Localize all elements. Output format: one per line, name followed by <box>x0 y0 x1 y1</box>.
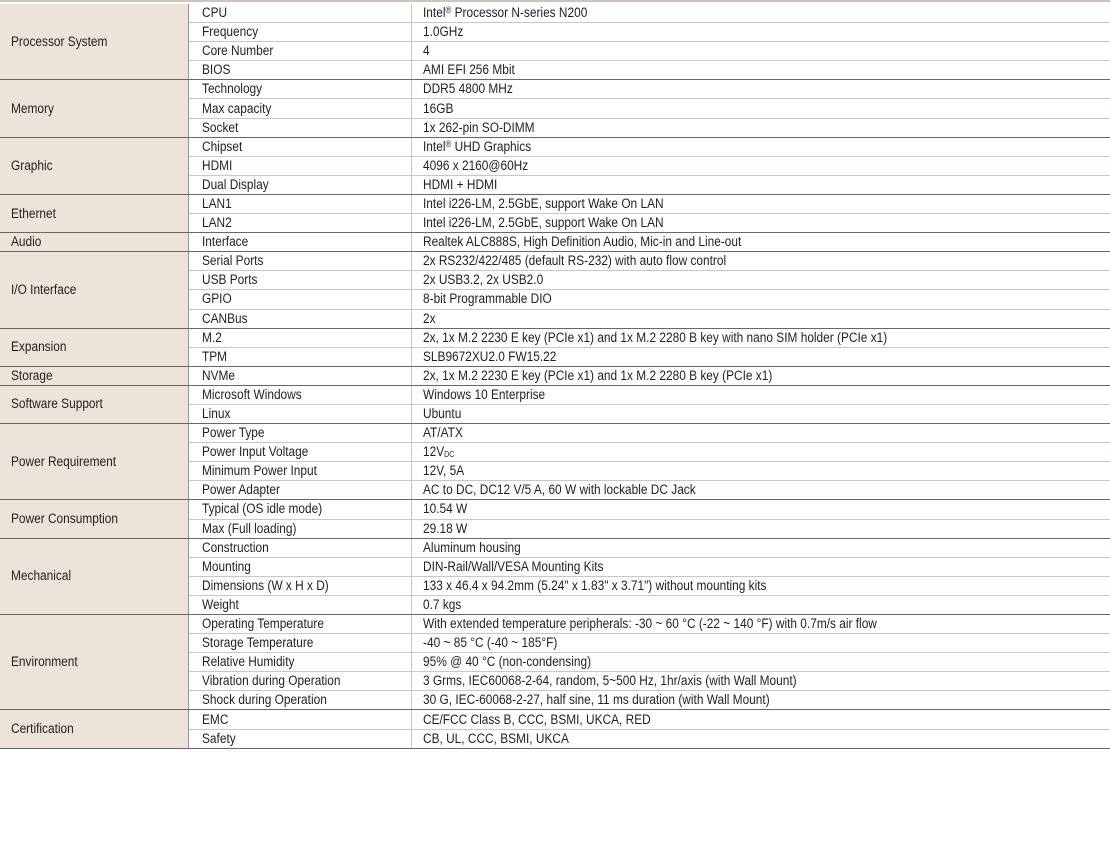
spec-item-cell <box>188 634 411 653</box>
spec-item-label: Power Input Voltage <box>201 444 308 460</box>
spec-value-wrap <box>423 691 770 709</box>
category-label: Expansion <box>11 339 67 355</box>
spec-item-cell <box>188 347 411 366</box>
spec-item-label: Relative Humidity <box>201 654 294 670</box>
spec-value: 2x USB3.2, 2x USB2.0 <box>422 272 543 288</box>
spec-item-label: Chipset <box>201 138 242 154</box>
spec-value-cell <box>411 653 1110 672</box>
spec-item-label: Construction <box>201 539 269 555</box>
spec-value: Realtek ALC888S, High Definition Audio, Mic-in and Line-out <box>422 234 741 250</box>
spec-item-cell <box>188 194 411 213</box>
spec-value: CE/FCC Class B, CCC, BSMI, UKCA, RED <box>422 711 651 727</box>
category-cell <box>0 233 188 252</box>
spec-value: 95% @ 40 °C (non-condensing) <box>422 654 591 670</box>
category-cell <box>0 80 188 137</box>
spec-value-wrap <box>423 424 463 442</box>
spec-row <box>0 385 1110 404</box>
spec-item-cell <box>188 99 411 118</box>
spec-value-wrap <box>423 157 528 175</box>
spec-item-label: Shock during Operation <box>201 692 327 708</box>
spec-item-label: TPM <box>201 348 227 364</box>
spec-value-cell <box>411 4 1110 23</box>
spec-value-wrap <box>423 100 453 118</box>
spec-item-cell <box>188 519 411 538</box>
spec-value-wrap <box>423 672 797 690</box>
spec-value-cell <box>411 634 1110 653</box>
spec-value: AC to DC, DC12 V/5 A, 60 W with lockable DC Jack <box>422 482 696 498</box>
spec-row <box>0 328 1110 347</box>
spec-value: DDR5 4800 MHz <box>422 81 513 97</box>
category-cell <box>0 538 188 614</box>
category-cell <box>0 424 188 500</box>
spec-value-wrap <box>423 711 651 729</box>
spec-value-cell <box>411 385 1110 404</box>
top-rule <box>0 0 1110 2</box>
spec-item-label: HDMI <box>201 157 232 173</box>
spec-value: AT/ATX <box>422 425 463 441</box>
spec-item-cell <box>188 366 411 385</box>
spec-value-wrap <box>423 42 430 60</box>
spec-value: Intel® UHD Graphics <box>422 138 531 154</box>
spec-value: 2x RS232/422/485 (default RS-232) with auto flow control <box>422 253 726 269</box>
spec-item-cell <box>188 214 411 233</box>
spec-value: With extended temperature peripherals: -30 ~ 60 °C (-22 ~ 140 °F) with 0.7m/s air flow <box>422 616 877 632</box>
spec-value-cell <box>411 309 1110 328</box>
spec-value: 2x <box>422 310 436 326</box>
spec-value: 12V, 5A <box>422 463 464 479</box>
spec-value-cell <box>411 347 1110 366</box>
spec-value: 133 x 46.4 x 94.2mm (5.24" x 1.83" x 3.71") without mounting kits <box>422 577 766 593</box>
spec-item-cell <box>188 691 411 710</box>
registered-mark: ® <box>444 138 451 149</box>
spec-value-wrap <box>423 119 535 137</box>
spec-value-wrap <box>423 462 464 480</box>
spec-value: HDMI + HDMI <box>422 176 497 192</box>
spec-value-cell <box>411 615 1110 634</box>
spec-item-cell <box>188 385 411 404</box>
spec-value: Ubuntu <box>422 406 461 422</box>
spec-row <box>0 538 1110 557</box>
spec-item-cell <box>188 137 411 156</box>
spec-item-cell <box>188 271 411 290</box>
spec-value-wrap <box>423 443 454 461</box>
category-label: Memory <box>11 100 54 116</box>
spec-value-wrap <box>423 615 877 633</box>
spec-value-cell <box>411 481 1110 500</box>
spec-row <box>0 4 1110 23</box>
spec-item-cell <box>188 42 411 61</box>
spec-item-label: NVMe <box>201 367 235 383</box>
spec-value: 1.0GHz <box>422 24 463 40</box>
spec-item-cell <box>188 118 411 137</box>
spec-value-cell <box>411 443 1110 462</box>
spec-row <box>0 366 1110 385</box>
spec-value-wrap <box>423 80 513 98</box>
spec-value-cell <box>411 729 1110 748</box>
spec-item-label: LAN2 <box>201 215 232 231</box>
spec-value-wrap <box>423 539 521 557</box>
category-cell <box>0 4 188 80</box>
spec-value-subscript: DC <box>443 450 454 460</box>
spec-item-label: USB Ports <box>201 272 257 288</box>
spec-value-cell <box>411 672 1110 691</box>
spec-item-cell <box>188 595 411 614</box>
spec-value-wrap <box>423 138 531 156</box>
spec-item-cell <box>188 61 411 80</box>
spec-item-label: Power Adapter <box>201 482 280 498</box>
spec-value: Intel i226-LM, 2.5GbE, support Wake On LAN <box>422 195 664 211</box>
category-label: Software Support <box>11 396 103 412</box>
spec-row <box>0 424 1110 443</box>
spec-row <box>0 137 1110 156</box>
category-cell <box>0 385 188 423</box>
spec-item-cell <box>188 233 411 252</box>
spec-item-label: Power Type <box>201 425 265 441</box>
spec-value-wrap <box>423 577 766 595</box>
spec-value-cell <box>411 233 1110 252</box>
spec-value-cell <box>411 99 1110 118</box>
spec-item-label: Weight <box>201 596 239 612</box>
spec-item-cell <box>188 653 411 672</box>
spec-value-wrap <box>423 634 557 652</box>
spec-item-label: LAN1 <box>201 195 232 211</box>
spec-value-wrap <box>423 329 887 347</box>
spec-value-wrap <box>423 405 461 423</box>
spec-value-cell <box>411 252 1110 271</box>
spec-item-cell <box>188 328 411 347</box>
spec-value-cell <box>411 557 1110 576</box>
spec-item-label: Dimensions (W x H x D) <box>201 577 329 593</box>
spec-value-cell <box>411 23 1110 42</box>
spec-value-cell <box>411 366 1110 385</box>
spec-item-cell <box>188 23 411 42</box>
spec-item-label: EMC <box>201 711 228 727</box>
spec-value-cell <box>411 328 1110 347</box>
spec-value: 8-bit Programmable DIO <box>422 291 552 307</box>
spec-item-label: Microsoft Windows <box>201 386 302 402</box>
spec-row <box>0 194 1110 213</box>
category-label: Power Consumption <box>11 511 118 527</box>
category-cell <box>0 137 188 194</box>
category-label: I/O Interface <box>11 281 77 297</box>
spec-item-cell <box>188 672 411 691</box>
spec-item-cell <box>188 252 411 271</box>
spec-row <box>0 252 1110 271</box>
category-label: Power Requirement <box>11 453 116 469</box>
spec-row <box>0 615 1110 634</box>
spec-item-cell <box>188 481 411 500</box>
spec-value-cell <box>411 61 1110 80</box>
category-cell <box>0 500 188 538</box>
spec-value-cell <box>411 519 1110 538</box>
spec-item-cell <box>188 710 411 729</box>
spec-value-wrap <box>423 348 556 366</box>
spec-item-label: CANBus <box>201 310 248 326</box>
spec-value: Intel i226-LM, 2.5GbE, support Wake On LAN <box>422 215 664 231</box>
spec-value-wrap <box>423 386 545 404</box>
spec-item-cell <box>188 309 411 328</box>
spec-value-wrap <box>423 520 467 538</box>
spec-value-cell <box>411 462 1110 481</box>
spec-value-cell <box>411 271 1110 290</box>
spec-value: 2x, 1x M.2 2230 E key (PCIe x1) and 1x M.2 2280 B key with nano SIM holder (PCIe x1) <box>422 329 887 345</box>
spec-item-label: M.2 <box>201 329 222 345</box>
spec-value-wrap <box>423 23 463 41</box>
spec-value-cell <box>411 424 1110 443</box>
specification-table <box>0 4 1110 749</box>
spec-item-label: Linux <box>201 406 230 422</box>
spec-value-wrap <box>423 558 603 576</box>
spec-value-cell <box>411 214 1110 233</box>
spec-item-label: Storage Temperature <box>201 635 313 651</box>
category-cell <box>0 328 188 366</box>
spec-value-wrap <box>423 596 461 614</box>
spec-value-wrap <box>423 176 497 194</box>
category-label: Certification <box>11 721 74 737</box>
spec-item-cell <box>188 80 411 99</box>
spec-item-label: GPIO <box>201 291 232 307</box>
spec-value-wrap <box>423 290 552 308</box>
spec-item-label: Interface <box>201 234 248 250</box>
spec-item-label: Technology <box>201 81 262 97</box>
spec-item-cell <box>188 462 411 481</box>
spec-item-label: Frequency <box>201 24 258 40</box>
spec-value-wrap <box>423 4 587 22</box>
category-cell <box>0 194 188 232</box>
spec-item-cell <box>188 500 411 519</box>
registered-mark: ® <box>444 5 451 16</box>
spec-value: DIN-Rail/Wall/VESA Mounting Kits <box>422 558 603 574</box>
spec-value-cell <box>411 175 1110 194</box>
spec-value-wrap <box>423 271 543 289</box>
spec-value: AMI EFI 256 Mbit <box>422 62 515 78</box>
specification-table-body <box>0 4 1110 748</box>
spec-item-cell <box>188 576 411 595</box>
spec-value: Aluminum housing <box>422 539 521 555</box>
spec-item-label: Typical (OS idle mode) <box>201 501 322 517</box>
spec-value-cell <box>411 118 1110 137</box>
spec-item-cell <box>188 4 411 23</box>
spec-row <box>0 80 1110 99</box>
category-cell <box>0 615 188 710</box>
spec-value: Intel® Processor N-series N200 <box>422 5 587 21</box>
spec-item-label: Operating Temperature <box>201 616 324 632</box>
spec-value-cell <box>411 595 1110 614</box>
category-label: Audio <box>11 234 42 250</box>
spec-value: 4096 x 2160@60Hz <box>422 157 528 173</box>
spec-value-wrap <box>423 367 772 385</box>
spec-item-cell <box>188 538 411 557</box>
spec-item-label: CPU <box>201 5 227 21</box>
spec-item-cell <box>188 424 411 443</box>
spec-value-wrap <box>423 481 696 499</box>
spec-value-wrap <box>423 233 741 251</box>
spec-value-wrap <box>423 730 569 748</box>
spec-value: CB, UL, CCC, BSMI, UKCA <box>422 730 569 746</box>
spec-value-wrap <box>423 195 664 213</box>
spec-value-cell <box>411 80 1110 99</box>
category-cell <box>0 252 188 328</box>
spec-item-label: BIOS <box>201 62 230 78</box>
spec-value-cell <box>411 576 1110 595</box>
spec-value-wrap <box>423 252 726 270</box>
spec-item-cell <box>188 175 411 194</box>
spec-value: 2x, 1x M.2 2230 E key (PCIe x1) and 1x M.2 2280 B key (PCIe x1) <box>422 367 772 383</box>
spec-item-label: Safety <box>201 730 236 746</box>
spec-value-cell <box>411 538 1110 557</box>
spec-item-label: Minimum Power Input <box>201 463 317 479</box>
spec-item-cell <box>188 404 411 423</box>
spec-value: 3 Grms, IEC60068-2-64, random, 5~500 Hz, 1hr/axis (with Wall Mount) <box>422 673 797 689</box>
spec-item-label: Mounting <box>201 558 251 574</box>
spec-value: 0.7 kgs <box>422 596 461 612</box>
spec-row <box>0 710 1110 729</box>
category-cell <box>0 710 188 748</box>
spec-value-cell <box>411 404 1110 423</box>
spec-value-wrap <box>423 653 591 671</box>
spec-item-cell <box>188 156 411 175</box>
spec-item-cell <box>188 443 411 462</box>
category-label: Environment <box>11 654 78 670</box>
spec-value-cell <box>411 710 1110 729</box>
category-label: Storage <box>11 367 53 383</box>
spec-item-label: Max (Full loading) <box>201 520 296 536</box>
spec-item-label: Core Number <box>201 43 273 59</box>
spec-value-wrap <box>423 214 664 232</box>
spec-value-cell <box>411 42 1110 61</box>
spec-item-label: Socket <box>201 119 238 135</box>
spec-value: 29.18 W <box>422 520 467 536</box>
spec-value-cell <box>411 137 1110 156</box>
spec-value-wrap <box>423 61 515 79</box>
spec-value-cell <box>411 500 1110 519</box>
spec-item-cell <box>188 557 411 576</box>
spec-value: -40 ~ 85 °C (-40 ~ 185°F) <box>422 635 557 651</box>
category-label: Mechanical <box>11 568 72 584</box>
spec-item-cell <box>188 290 411 309</box>
spec-value: SLB9672XU2.0 FW15.22 <box>422 348 556 364</box>
category-label: Processor System <box>11 33 108 49</box>
spec-row <box>0 233 1110 252</box>
spec-value-wrap <box>423 310 436 328</box>
spec-value-cell <box>411 194 1110 213</box>
spec-value-cell <box>411 156 1110 175</box>
spec-item-label: Vibration during Operation <box>201 673 340 689</box>
spec-item-label: Max capacity <box>201 100 271 116</box>
spec-value: 10.54 W <box>422 501 467 517</box>
spec-item-cell <box>188 729 411 748</box>
spec-value: 1x 262-pin SO-DIMM <box>422 119 535 135</box>
spec-value: 16GB <box>422 100 453 116</box>
category-label: Ethernet <box>11 205 56 221</box>
category-cell <box>0 366 188 385</box>
category-label: Graphic <box>11 157 53 173</box>
spec-value: 30 G, IEC-60068-2-27, half sine, 11 ms duration (with Wall Mount) <box>422 692 770 708</box>
spec-row <box>0 500 1110 519</box>
spec-value-wrap <box>423 500 467 518</box>
spec-item-label: Dual Display <box>201 176 269 192</box>
spec-value: 12V <box>422 444 444 460</box>
spec-value: 4 <box>422 43 430 59</box>
spec-value-cell <box>411 691 1110 710</box>
spec-value: Windows 10 Enterprise <box>422 386 545 402</box>
spec-item-cell <box>188 615 411 634</box>
spec-item-label: Serial Ports <box>201 253 263 269</box>
spec-value-cell <box>411 290 1110 309</box>
